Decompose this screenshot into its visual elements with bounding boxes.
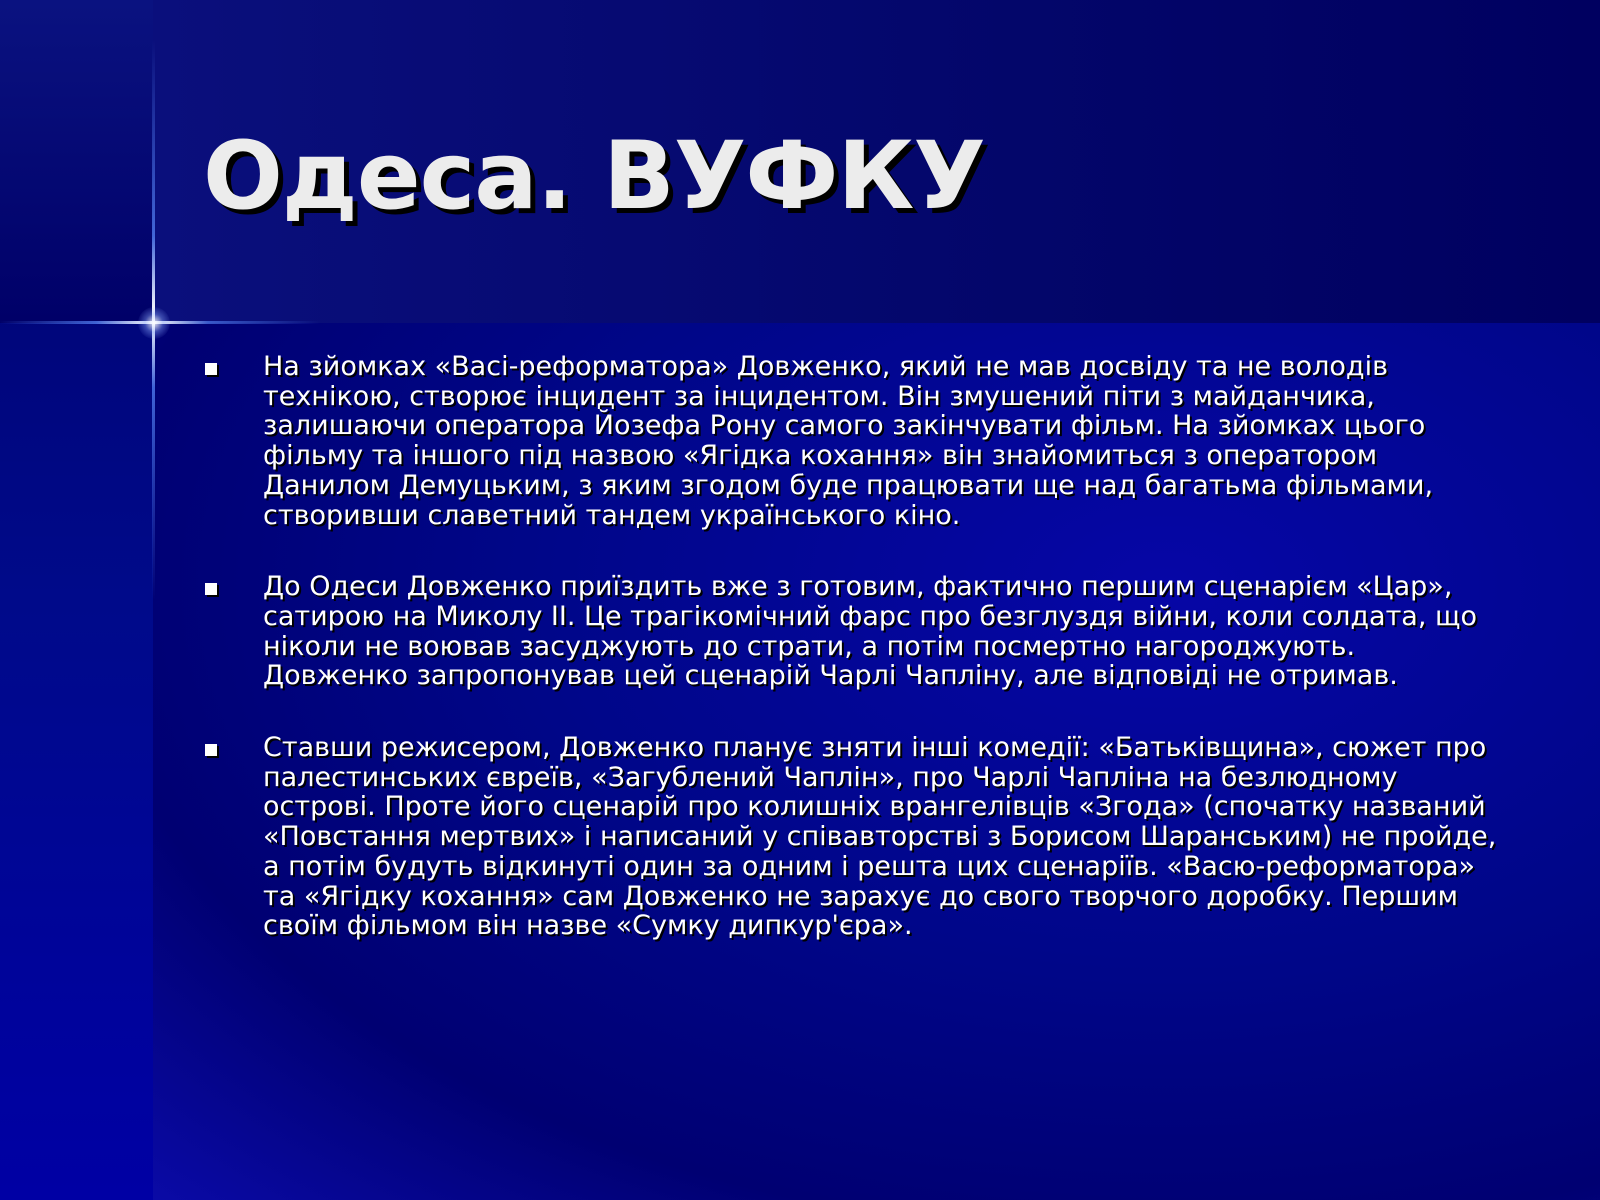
bullet-item-2 — [205, 572, 1505, 691]
bullet-item-1 — [205, 352, 1505, 530]
bullet-item-3 — [205, 733, 1505, 941]
bullet-text: До Одеси Довженко приїздить вже з готовим, фактично першим сценарієм «Цар», сатирою на Миколу ІІ. Це трагікомічний фарс про безглуздя війни, коли солдата, що ніколи не воював засуджують до страти, а потім посмертно нагороджують. Довженко запропонував цей сценарій Чарлі Чапліну, але відповіді не отримав. — [263, 571, 1477, 692]
square-bullet-icon — [205, 363, 217, 375]
square-bullet-icon — [205, 583, 217, 595]
slide-title: Одеса. ВУФКУ — [203, 122, 985, 231]
bullet-text: На зйомках «Васі-реформатора» Довженко, який не мав досвіду та не володів технікою, створює інцидент за інцидентом. Він змушений піти з майданчика, залишаючи оператора Йозефа Рону самого закінчувати фільм. На зйомках цього фільму та іншого під назвою «Ягідка кохання» він знайомиться з оператором Данилом Демуцьким, з яким згодом буде працювати ще над багатьма фільмами, створивши славетний тандем українського кіно. — [263, 351, 1434, 531]
bullet-text: Ставши режисером, Довженко планує зняти інші комедії: «Батьківщина», сюжет про палестинських євреїв, «Загублений Чаплін», про Чарлі Чапліна на безлюдному острові. Проте його сценарій про колишніх врангелівців «Згода» (спочатку названий «Повстання мертвих» і написаний у співавторстві з Борисом Шаранським) не пройде, а потім будуть відкинуті один за одним і решта цих сценаріїв. «Васю-реформатора» та «Ягідку кохання» сам Довженко не зарахує до свого творчого доробку. Першим своїм фільмом він назве «Сумку дипкур'єра». — [263, 732, 1497, 942]
bullet-list — [205, 352, 1505, 983]
square-bullet-icon — [205, 744, 217, 756]
sparkle-star-icon — [138, 307, 170, 339]
